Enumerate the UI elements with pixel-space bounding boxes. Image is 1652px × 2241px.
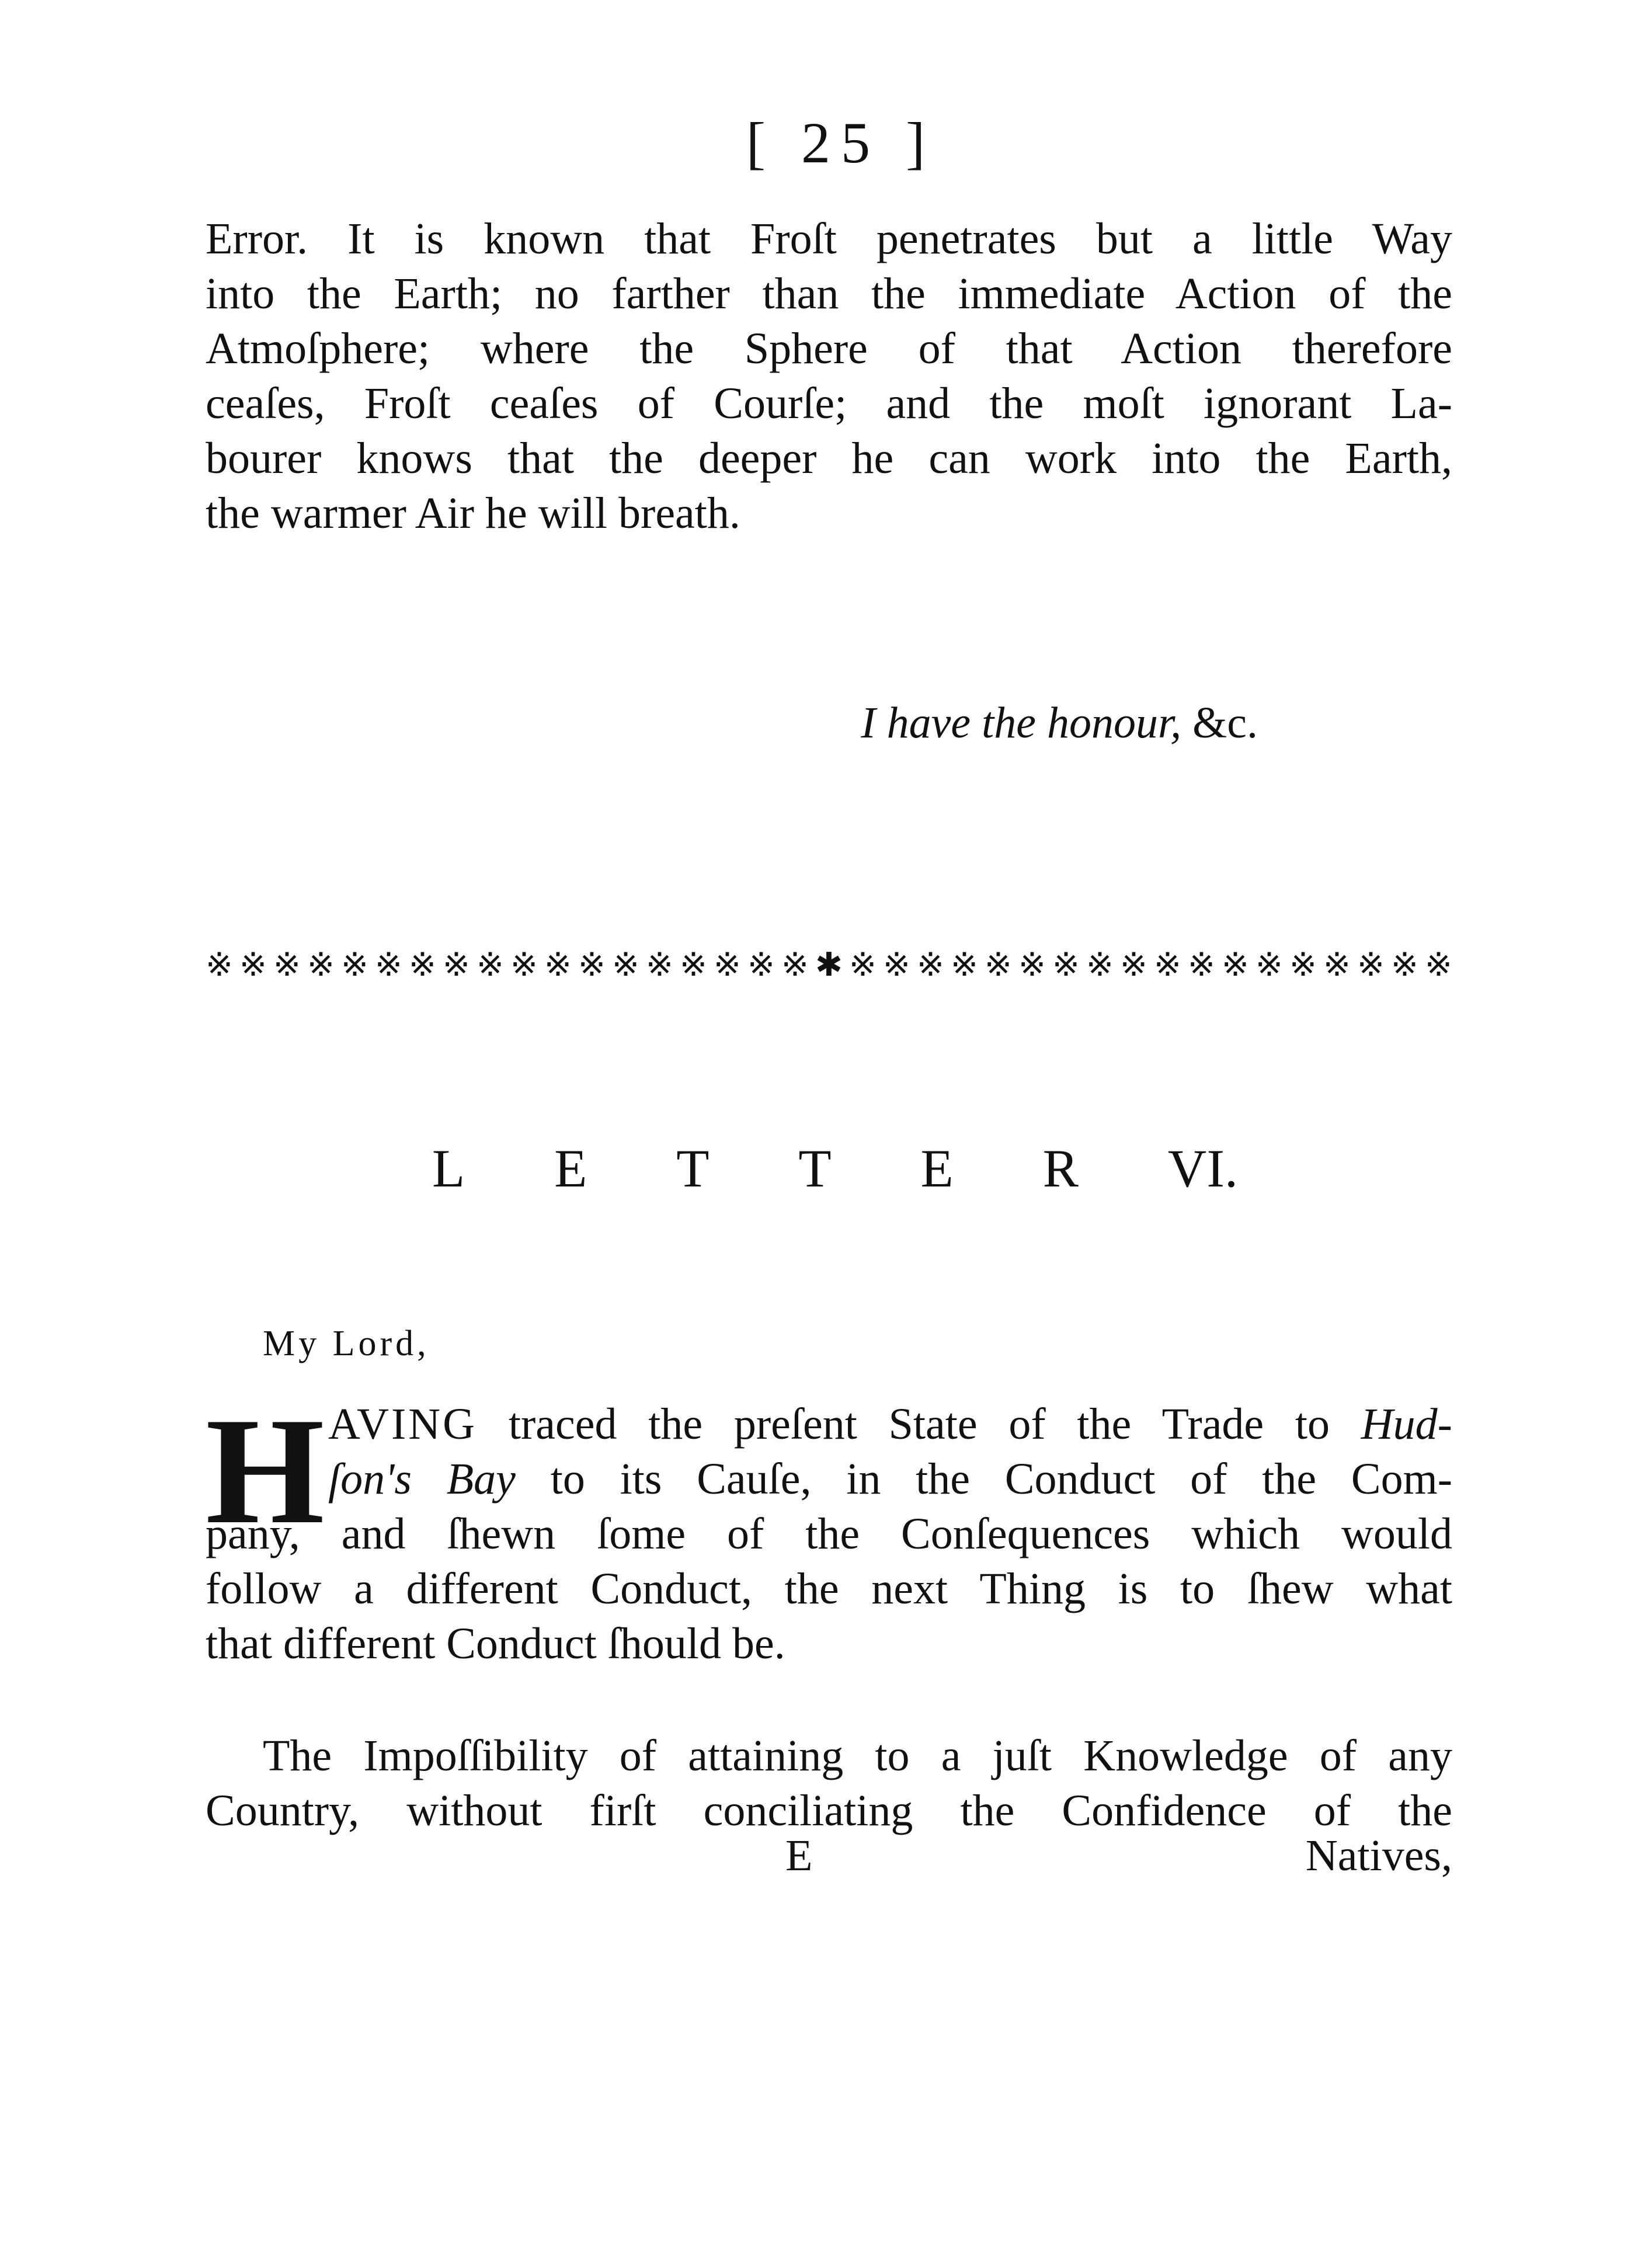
ornament-flower-icon: ※ [409, 947, 436, 983]
paragraph-next [206, 1728, 1452, 1838]
ornament-flower-icon: ※ [1052, 947, 1080, 983]
ornamental-rule [206, 939, 1452, 991]
closing-formula [861, 698, 1258, 747]
ornament-flower-icon: ※ [1154, 947, 1181, 983]
ornament-flower-icon: ※ [646, 947, 673, 983]
closing-etc: &c. [1181, 698, 1258, 747]
ornament-flower-icon: ※ [714, 947, 741, 983]
text-line [206, 1397, 1452, 1452]
ornament-flower-icon: ※ [578, 947, 606, 983]
ornament-flower-icon: ※ [951, 947, 978, 983]
text-line: into the Earth; no farther than the immediate Action of the [206, 269, 1452, 318]
ornament-flower-icon: ※ [1188, 947, 1215, 983]
ornament-flower-icon: ※ [477, 947, 504, 983]
ornament-flower-icon: ※ [341, 947, 368, 983]
heading-numeral: VI. [1167, 1139, 1238, 1198]
paragraph-opening [206, 1397, 1452, 1671]
ornament-flower-icon: ※ [1323, 947, 1351, 983]
text-line: that different Conduct ſhould be. [206, 1619, 785, 1668]
ornament-flower-icon: ※ [307, 947, 335, 983]
text-line: follow a different Conduct, the next Thing is to ſhew what [206, 1564, 1452, 1613]
paragraph-continuation [206, 211, 1452, 541]
ornament-flower-icon: ※ [1289, 947, 1317, 983]
text-run: traced the preſent State of the Trade to [477, 1400, 1361, 1449]
text-line: Error. It is known that Froſt penetrates but a little Way [206, 214, 1452, 263]
italic-run: ſon's Bay [328, 1454, 516, 1504]
ornament-flower-icon: ※ [206, 947, 233, 983]
closing-italic: I have the honour, [861, 698, 1182, 747]
text-line: The Impoſſibility of attaining to a juſt Knowledge of any [263, 1731, 1452, 1780]
catchword: Natives, [1305, 1831, 1452, 1880]
text-line: ceaſes, Froſt ceaſes of Courſe; and the moſt ignorant La- [206, 379, 1452, 428]
salutation: My Lord, [263, 1324, 430, 1363]
heading-letter: T [798, 1139, 832, 1198]
ornament-flower-icon: ※ [510, 947, 538, 983]
ornament-flower-icon: ※ [849, 947, 877, 983]
ornament-flower-icon: ※ [239, 947, 267, 983]
ornament-flower-icon: ※ [917, 947, 944, 983]
ornament-flower-icon: ※ [1357, 947, 1385, 983]
ornament-flower-icon: ※ [781, 947, 809, 983]
ornament-flower-icon: ※ [375, 947, 402, 983]
heading-letter: E [554, 1139, 587, 1198]
ornament-flower-icon: ※ [443, 947, 470, 983]
text-line [206, 1452, 1452, 1506]
text-line: the warmer Air he will breath. [206, 489, 740, 538]
text-line: pany, and ſhewn ſome of the Conſequences which would [206, 1509, 1452, 1558]
ornament-flower-icon: ※ [883, 947, 910, 983]
ornament-flower-icon: ※ [747, 947, 775, 983]
letter-heading [432, 1139, 1238, 1198]
text-line: Atmoſphere; where the Sphere of that Action therefore [206, 324, 1452, 373]
drop-cap: H [206, 1386, 325, 1556]
text-line: bourer knows that the deeper he can work into the Earth, [206, 434, 1452, 483]
ornament-flower-icon: ※ [544, 947, 572, 983]
ornament-flower-icon: ※ [612, 947, 639, 983]
ornament-flower-icon: ※ [1086, 947, 1114, 983]
ornament-flower-icon: ※ [1222, 947, 1249, 983]
heading-letter: R [1042, 1139, 1079, 1198]
signature-mark: E [785, 1831, 813, 1880]
italic-run: Hud- [1361, 1400, 1452, 1449]
ornament-flower-icon: ※ [1255, 947, 1283, 983]
heading-letter: L [432, 1139, 465, 1198]
ornament-flower-icon: ※ [1018, 947, 1046, 983]
ornament-flower-icon: ※ [985, 947, 1012, 983]
heading-letter: T [676, 1139, 710, 1198]
ornament-star-icon: ✱ [815, 947, 843, 983]
ornament-flower-icon: ※ [1391, 947, 1418, 983]
ornament-flower-icon: ※ [680, 947, 707, 983]
heading-letter: E [920, 1139, 954, 1198]
ornament-flower-icon: ※ [1425, 947, 1452, 983]
page-number: [ 25 ] [746, 110, 936, 175]
text-run: to its Cauſe, in the Conduct of the Com- [515, 1454, 1453, 1504]
ornament-flower-icon: ※ [1120, 947, 1147, 983]
text-line: Country, without firſt conciliating the Confidence of the [206, 1786, 1452, 1835]
ornament-flower-icon: ※ [273, 947, 301, 983]
smallcaps-word: AVING [328, 1400, 478, 1449]
